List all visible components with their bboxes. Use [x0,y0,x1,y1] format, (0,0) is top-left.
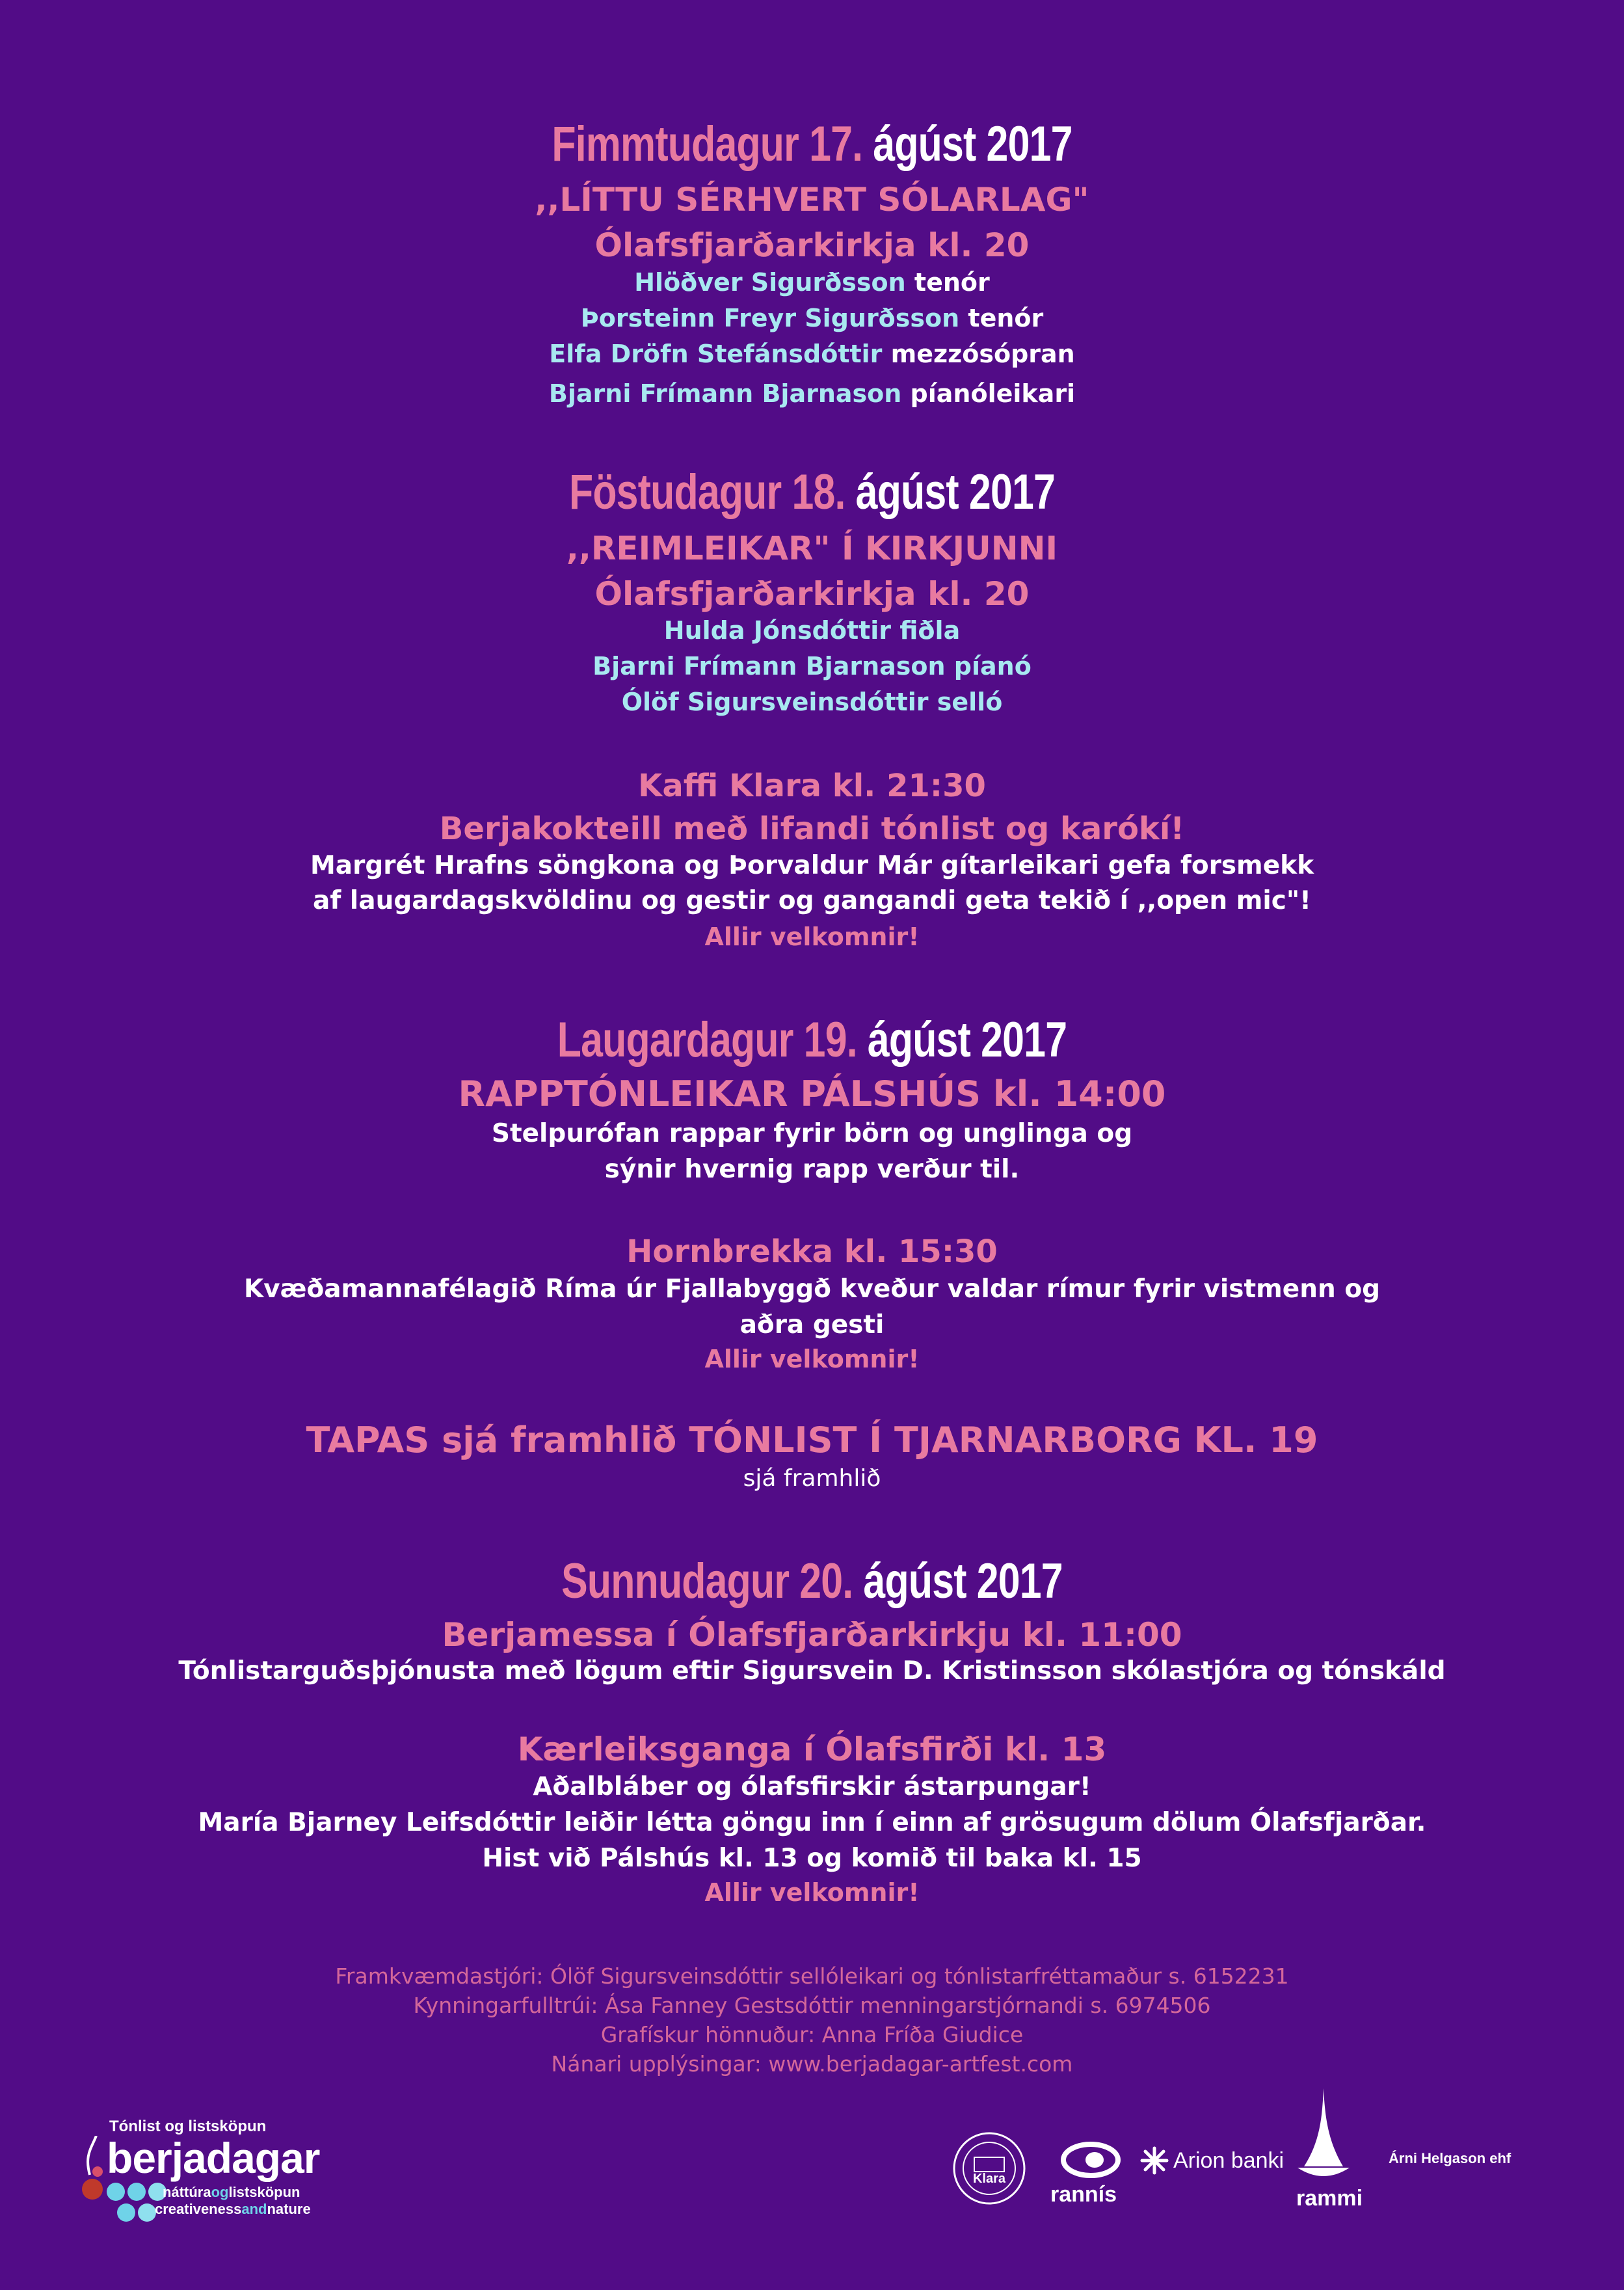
friday-performer-1: Hulda Jónsdóttir fiðla [663,616,961,645]
berjadagar-logo [78,2118,351,2235]
saturday-heading [163,1012,1462,1068]
rannis-logo [1050,2140,1135,2212]
thursday-heading [163,116,1462,172]
credit-line-3: Grafískur hönnuður: Anna Fríða Giudice [600,2022,1024,2047]
logo-sub1-b: og [211,2184,229,2200]
credit-line-1: Framkvæmdastjóri: Ólöf Sigursveinsdóttir sellóleikari og tónlistarfréttamaður s. 6152231 [335,1963,1289,1989]
sunday-event2-desc-1: Aðalbláber og ólafsfirskir ástarpungar! [533,1772,1091,1801]
rannis-icon [1058,2140,1123,2179]
friday-date: ágúst 2017 [855,465,1055,520]
arion-text: Arion banki [1173,2148,1285,2173]
logo-sub-2 [155,2201,311,2218]
sunday-heading [163,1553,1462,1610]
thursday-day: Fimmtudagur 17. [552,116,863,172]
rannis-text: rannís [1050,2182,1117,2207]
klara-text: Klara [972,2172,1006,2186]
logo-sub1-a: náttúra [163,2184,211,2200]
rammi-text: rammi [1296,2186,1363,2211]
credit-line-4: Nánari upplýsingar: www.berjadagar-artfest.com [551,2051,1073,2077]
logo-sub2-b: and [241,2201,267,2217]
sunday-desc: Tónlistarguðsþjónusta með lögum eftir Sigursvein D. Kristinsson skólastjóra og tónskáld [178,1656,1446,1686]
friday-performer-3: Ólöf Sigursveinsdóttir selló [621,688,1003,716]
logo-sub2-a: creativeness [155,2201,242,2217]
performer-role: tenór [914,268,990,297]
logo-tagline: Tónlist og listsköpun [109,2118,267,2135]
friday-heading [163,464,1462,520]
arion-snowflake-icon [1139,2146,1169,2176]
friday-welcome: Allir velkomnir! [704,923,920,951]
saturday-date: ágúst 2017 [867,1012,1067,1068]
saturday-tapas-sub: sjá framhlið [743,1465,881,1492]
saturday-title: RAPPTÓNLEIKAR PÁLSHÚS kl. 14:00 [458,1073,1166,1114]
friday-event2-title: Berjakokteill með lifandi tónlist og karókí! [439,811,1185,847]
thursday-date: ágúst 2017 [873,116,1072,172]
friday-event2-venue: Kaffi Klara kl. 21:30 [638,768,986,804]
friday-title: ,,REIMLEIKAR" Í KIRKJUNNI [566,530,1058,567]
arni-text: Árni Helgason ehf [1389,2150,1511,2166]
sunday-title: Berjamessa í Ólafsfjarðarkirkju kl. 11:00 [442,1616,1182,1654]
logo-sub1-c: listsköpun [228,2184,300,2200]
logo-name: berjadagar [107,2134,320,2182]
performer-role: píanóleikari [910,379,1076,408]
thursday-title: ,,LÍTTU SÉRHVERT SÓLARLAG" [535,181,1089,219]
thursday-performer-4 [0,379,1624,408]
saturday-event2-desc-2: aðra gesti [739,1310,885,1340]
rammi-ship-icon [1291,2088,1356,2185]
rammi-logo [1291,2088,1363,2218]
friday-day: Föstudagur 18. [569,465,845,520]
sunday-event2-desc-2: María Bjarney Leifsdóttir leiðir létta göngu inn í einn af grösugum dölum Ólafsfjarðar. [198,1808,1426,1837]
klara-seal-icon [951,2130,1028,2207]
saturday-desc-1: Stelpurófan rappar fyrir börn og unglinga og [491,1119,1133,1148]
friday-venue: Ólafsfjarðarkirkja kl. 20 [594,575,1030,613]
performer-role: mezzósópran [890,340,1075,368]
arion-logo [1139,2146,1289,2178]
logo-sub2-c: nature [267,2201,311,2217]
thursday-performer-3 [0,340,1624,368]
performer-role: tenór [968,304,1044,332]
sunday-event2-desc-3: Hist við Pálshús kl. 13 og komið til baka kl. 15 [482,1844,1142,1873]
saturday-day: Laugardagur 19. [557,1012,857,1068]
friday-event2-desc-1: Margrét Hrafns söngkona og Þorvaldur Már gítarleikari gefa forsmekk [310,851,1314,880]
thursday-performer-2 [0,304,1624,332]
saturday-welcome: Allir velkomnir! [704,1345,920,1373]
performer-name: Elfa Dröfn Stefánsdóttir [549,340,883,368]
friday-performer-2: Bjarni Frímann Bjarnason píanó [592,652,1032,680]
saturday-event2-desc-1: Kvæðamannafélagið Ríma úr Fjallabyggð kveður valdar rímur fyrir vistmenn og [243,1274,1381,1304]
thursday-venue: Ólafsfjarðarkirkja kl. 20 [594,226,1030,264]
credit-line-2: Kynningarfulltrúi: Ása Fanney Gestsdóttir menningarstjórnandi s. 6974506 [413,1993,1211,2018]
friday-event2-desc-2: af laugardagskvöldinu og gestir og gangandi geta tekið í ,,open mic"! [313,886,1311,915]
performer-name: Hlöðver Sigurðsson [634,268,906,297]
sunday-date: ágúst 2017 [863,1554,1063,1609]
arni-helgason-logo [1389,2150,1538,2176]
sunday-welcome: Allir velkomnir! [704,1878,920,1907]
performer-name: Bjarni Frímann Bjarnason [548,379,902,408]
performer-name: Þorsteinn Freyr Sigurðsson [580,304,960,332]
klara-seal-logo [951,2130,1029,2208]
sunday-event2-title: Kærleiksganga í Ólafsfirði kl. 13 [517,1731,1107,1768]
saturday-tapas: TAPAS sjá framhlið TÓNLIST Í TJARNARBORG KL. 19 [306,1420,1318,1461]
sunday-day: Sunnudagur 20. [561,1554,853,1609]
saturday-desc-2: sýnir hvernig rapp verður til. [604,1155,1020,1184]
thursday-performer-1 [0,268,1624,297]
saturday-event2-venue: Hornbrekka kl. 15:30 [626,1233,998,1270]
logo-sub-1 [163,2184,300,2201]
